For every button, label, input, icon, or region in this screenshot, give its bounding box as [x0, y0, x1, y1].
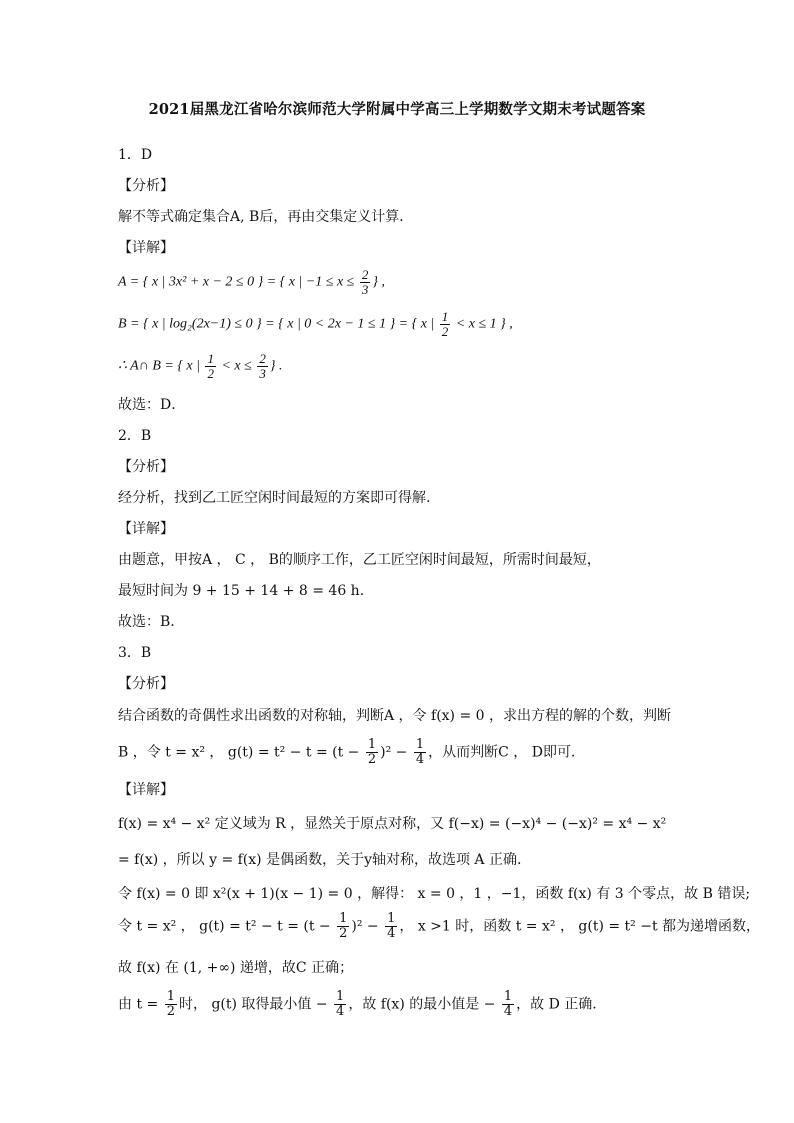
q1-set-b-line [118, 310, 513, 339]
q3-d4-end: ， x >1 时，函数 t = x² ， g(t) = t² −t 都为递增函数， [399, 918, 761, 935]
q3-d4-text: 令 t = x² ， g(t) = t² − t = (t − [118, 918, 336, 935]
q1-int-mid: < x ≤ [217, 358, 256, 374]
q2-detail-heading: 【详解】 [118, 521, 174, 537]
q3-detail-heading: 【详解】 [118, 782, 174, 798]
q3-d6-mid2: ，故 f(x) 的最小值是 − [348, 996, 500, 1013]
q2-answer: 故选：B. [118, 614, 175, 630]
fraction-one-quarter: $\frac{1}{4}$ [503, 989, 513, 1019]
q3-detail-line-3: 令 f(x) = 0 即 x²(x + 1)(x − 1) = 0 ，解得： x = 0 ，1 ，−1，函数 f(x) 有 3 个零点，故 B 错误; [118, 886, 751, 902]
q3-d6-mid: 时， g(t) 取得最小值 − [179, 996, 333, 1013]
q2-number: 2．B [118, 428, 152, 444]
q3-a2-mid: )² − [380, 744, 412, 761]
fraction-one-quarter: $\frac{1}{4}$ [387, 911, 396, 941]
q3-d4-mid: )² − [351, 918, 384, 935]
q1-number: 1．D [118, 147, 153, 163]
q1-set-a-end: } , [372, 274, 385, 290]
q1-analysis-heading: 【分析】 [118, 178, 174, 194]
q2-detail-line-1: 由题意，甲按A ， C ， B的顺序工作，乙工匠空闲时间最短，所需时间最短， [118, 552, 601, 568]
q1-set-b-end: < x ≤ 1 } , [452, 316, 513, 332]
fraction-two-thirds: $\frac{2}{3}$ [361, 267, 369, 297]
q1-int-text: ∴ A∩ B = { x | [118, 358, 204, 374]
q1-set-a-text: A = { x | 3x² + x − 2 ≤ 0 } = { x | −1 ≤ x ≤ [118, 274, 358, 290]
fraction-one-half: $\frac{1}{2}$ [367, 737, 377, 767]
q1-set-b-text: B = { x | log₂(2x−1) ≤ 0 } = { x | 0 < 2x − 1 ≤ 1 } = { x | [118, 316, 438, 332]
q1-int-end: } . [269, 358, 283, 374]
q2-analysis-text: 经分析，找到乙工匠空闲时间最短的方案即可得解. [118, 490, 431, 506]
q3-detail-line-6 [118, 990, 606, 1019]
q3-detail-line-2: = f(x) ，所以 y = f(x) 是偶函数，关于y轴对称，故选项 A 正确. [118, 852, 522, 868]
q1-answer: 故选：D． [118, 397, 186, 413]
q3-a2-text: B ，令 t = x² ， g(t) = t² − t = (t − [118, 744, 364, 761]
q2-analysis-heading: 【分析】 [118, 459, 174, 475]
q3-d6-text: 由 t = [118, 996, 163, 1013]
q3-detail-line-4 [118, 912, 760, 941]
q2-detail-line-2: 最短时间为 9 + 15 + 14 + 8 = 46 h. [118, 583, 365, 599]
fraction-one-half: $\frac{1}{2}$ [166, 989, 175, 1019]
q3-number: 3．B [118, 645, 152, 661]
q3-analysis-line-2 [118, 738, 585, 767]
q3-d6-end: ，故 D 正确． [516, 996, 607, 1013]
q3-detail-line-1: f(x) = x⁴ − x² 定义域为 R ，显然关于原点对称，又 f(−x) = (−x)⁴ − (−x)² = x⁴ − x² [118, 816, 667, 832]
q1-analysis-text: 解不等式确定集合A, B后，再由交集定义计算． [118, 209, 414, 225]
fraction-two-thirds: $\frac{2}{3}$ [259, 351, 266, 381]
page-title: 2021届黑龙江省哈尔滨师范大学附属中学高三上学期数学文期末考试题答案 [148, 101, 646, 118]
q3-a2-end: ，从而判断C ， D即可． [428, 744, 585, 761]
q1-intersection-line [118, 352, 282, 381]
q3-analysis-heading: 【分析】 [118, 676, 174, 692]
fraction-one-quarter: $\frac{1}{4}$ [336, 989, 345, 1019]
fraction-one-half: $\frac{1}{2}$ [207, 351, 214, 381]
q1-detail-heading: 【详解】 [118, 240, 174, 256]
q1-set-a-line [118, 268, 385, 297]
fraction-one-half: $\frac{1}{2}$ [441, 309, 449, 339]
fraction-one-quarter: $\frac{1}{4}$ [415, 737, 425, 767]
q3-detail-line-5: 故 f(x) 在 (1, +∞) 递增，故C 正确； [118, 960, 354, 976]
fraction-one-half: $\frac{1}{2}$ [339, 911, 348, 941]
q3-analysis-line-1: 结合函数的奇偶性求出函数的对称轴，判断A ，令 f(x) = 0 ，求出方程的解的个数，判断 [118, 708, 671, 724]
